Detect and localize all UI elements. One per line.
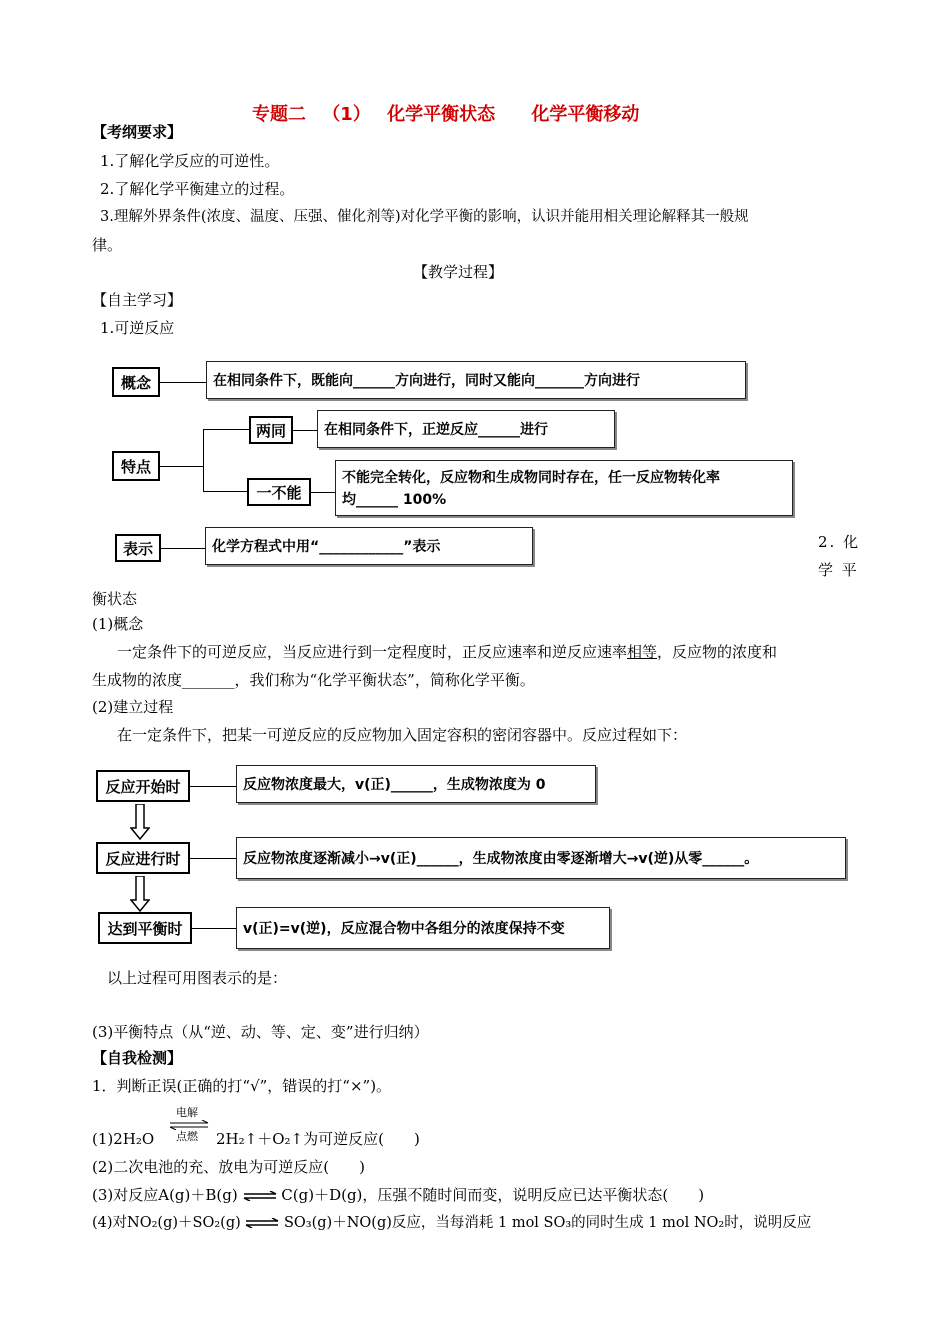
during-text-box: 反应物浓度逐渐减小→v(正)______，生成物浓度由零逐渐增大→v(逆)从零______。 bbox=[236, 837, 846, 879]
down-arrow-icon bbox=[130, 804, 150, 840]
q3-pre: (3)对反应A(g)＋B(g) bbox=[92, 1186, 238, 1204]
build-sub: (2)建立过程 bbox=[92, 698, 174, 716]
concept-line1-underlined: 相等 bbox=[627, 643, 658, 661]
connector-line bbox=[190, 786, 236, 787]
features-sub: (3)平衡特点（从“逆、动、等、定、变”进行归纳） bbox=[92, 1023, 429, 1041]
self-study-header: 【自主学习】 bbox=[92, 291, 183, 309]
q4 bbox=[92, 1213, 811, 1233]
q1-post: 2H₂↑＋O₂↑为可逆反应( ) bbox=[216, 1130, 420, 1148]
down-arrow-icon bbox=[130, 876, 150, 912]
concept-line1-pre: 一定条件下的可逆反应，当反应进行到一定程度时，正反应速率和逆反应速率 bbox=[117, 643, 628, 661]
section2-title-b: 学 平 bbox=[818, 561, 859, 579]
q1-condition-top: 电解 bbox=[176, 1106, 198, 1119]
build-text: 在一定条件下，把某一可逆反应的反应物加入固定容积的密闭容器中。反应过程如下： bbox=[117, 726, 688, 744]
connector-line bbox=[192, 928, 236, 929]
express-label-box: 表示 bbox=[115, 534, 161, 562]
outline-item-1: 1.了解化学反应的可逆性。 bbox=[100, 152, 280, 170]
outline-item-3-cont: 律。 bbox=[92, 236, 123, 254]
outline-item-2: 2.了解化学平衡建立的过程。 bbox=[100, 180, 295, 198]
two-same-label-box: 两同 bbox=[249, 416, 293, 444]
connector-line bbox=[293, 430, 317, 431]
one-not-label-box: 一不能 bbox=[247, 478, 311, 506]
concept-sub: (1)概念 bbox=[92, 615, 144, 633]
connector-line bbox=[203, 429, 204, 491]
q2: (2)二次电池的充、放电为可逆反应( ) bbox=[92, 1158, 365, 1176]
q1-condition-bottom: 点燃 bbox=[176, 1130, 198, 1143]
title-part1: 专题二 bbox=[252, 104, 306, 125]
one-not-text-line2: 均______ 100% bbox=[342, 492, 447, 508]
concept-text-box: 在相同条件下，既能向______方向进行，同时又能向_______方向进行 bbox=[206, 361, 746, 399]
express-text-box: 化学方程式中用“____________”表示 bbox=[205, 527, 533, 565]
during-label-box: 反应进行时 bbox=[96, 842, 190, 874]
section1-title: 1.可逆反应 bbox=[100, 319, 175, 337]
connector-line bbox=[203, 429, 249, 430]
q1-pre: (1)2H₂O bbox=[92, 1130, 155, 1148]
section2-title-c: 衡状态 bbox=[92, 590, 138, 608]
connector-line bbox=[190, 858, 236, 859]
outline-item-3: 3.理解外界条件(浓度、温度、压强、催化剂等)对化学平衡的影响，认识并能用相关理论解释其一般规 bbox=[100, 209, 749, 225]
outline-header: 【考纲要求】 bbox=[92, 123, 183, 141]
q4-pre: (4)对NO₂(g)＋SO₂(g) bbox=[92, 1215, 241, 1231]
q3-post: C(g)＋D(g)，压强不随时间而变，说明反应已达平衡状态( ) bbox=[281, 1186, 705, 1204]
concept-line1 bbox=[117, 642, 777, 662]
two-same-text-box: 在相同条件下，正逆反应______进行 bbox=[317, 410, 615, 448]
connector-line bbox=[203, 491, 247, 492]
connector-line bbox=[311, 492, 335, 493]
one-not-text-line1: 不能完全转化，反应物和生成物同时存在，任一反应物转化率 bbox=[342, 470, 720, 486]
concept-label-box: 概念 bbox=[112, 367, 160, 397]
eq-text-box: v(正)=v(逆)，反应混合物中各组分的浓度保持不变 bbox=[236, 907, 610, 949]
equilibrium-arrow-icon bbox=[245, 1218, 279, 1228]
feature-label-box: 特点 bbox=[112, 451, 160, 481]
connector-line bbox=[161, 548, 205, 549]
concept-line2: 生成物的浓度_______，我们称为“化学平衡状态”，简称化学平衡。 bbox=[92, 671, 535, 689]
eq-label-box: 达到平衡时 bbox=[98, 912, 192, 944]
q4-post: SO₃(g)＋NO(g)反应，当每消耗 1 mol SO₃的同时生成 1 mol NO₂时，说明反应 bbox=[283, 1215, 812, 1231]
title-part2: （1） bbox=[322, 104, 371, 125]
process-header: 【教学过程】 bbox=[413, 263, 504, 281]
self-check-header: 【自我检测】 bbox=[92, 1049, 183, 1067]
concept-line1-post: ，反应物的浓度和 bbox=[657, 643, 778, 661]
section2-title-a: 2. 化 bbox=[818, 533, 861, 551]
equilibrium-arrow-icon bbox=[243, 1191, 277, 1201]
title-part4: 化学平衡移动 bbox=[531, 104, 640, 125]
one-not-text-box bbox=[335, 460, 793, 516]
connector-line bbox=[160, 382, 206, 383]
connector-line bbox=[160, 466, 204, 467]
q3 bbox=[92, 1185, 704, 1205]
title-part3: 化学平衡状态 bbox=[387, 104, 496, 125]
start-text-box: 反应物浓度最大，v(正)______，生成物浓度为 0 bbox=[236, 765, 596, 803]
judge-title: 1．判断正误(正确的打“√”，错误的打“×”)。 bbox=[92, 1077, 392, 1095]
graph-question: 以上过程可用图表示的是： bbox=[107, 969, 288, 987]
start-label-box: 反应开始时 bbox=[96, 770, 190, 802]
page-title bbox=[252, 100, 639, 126]
